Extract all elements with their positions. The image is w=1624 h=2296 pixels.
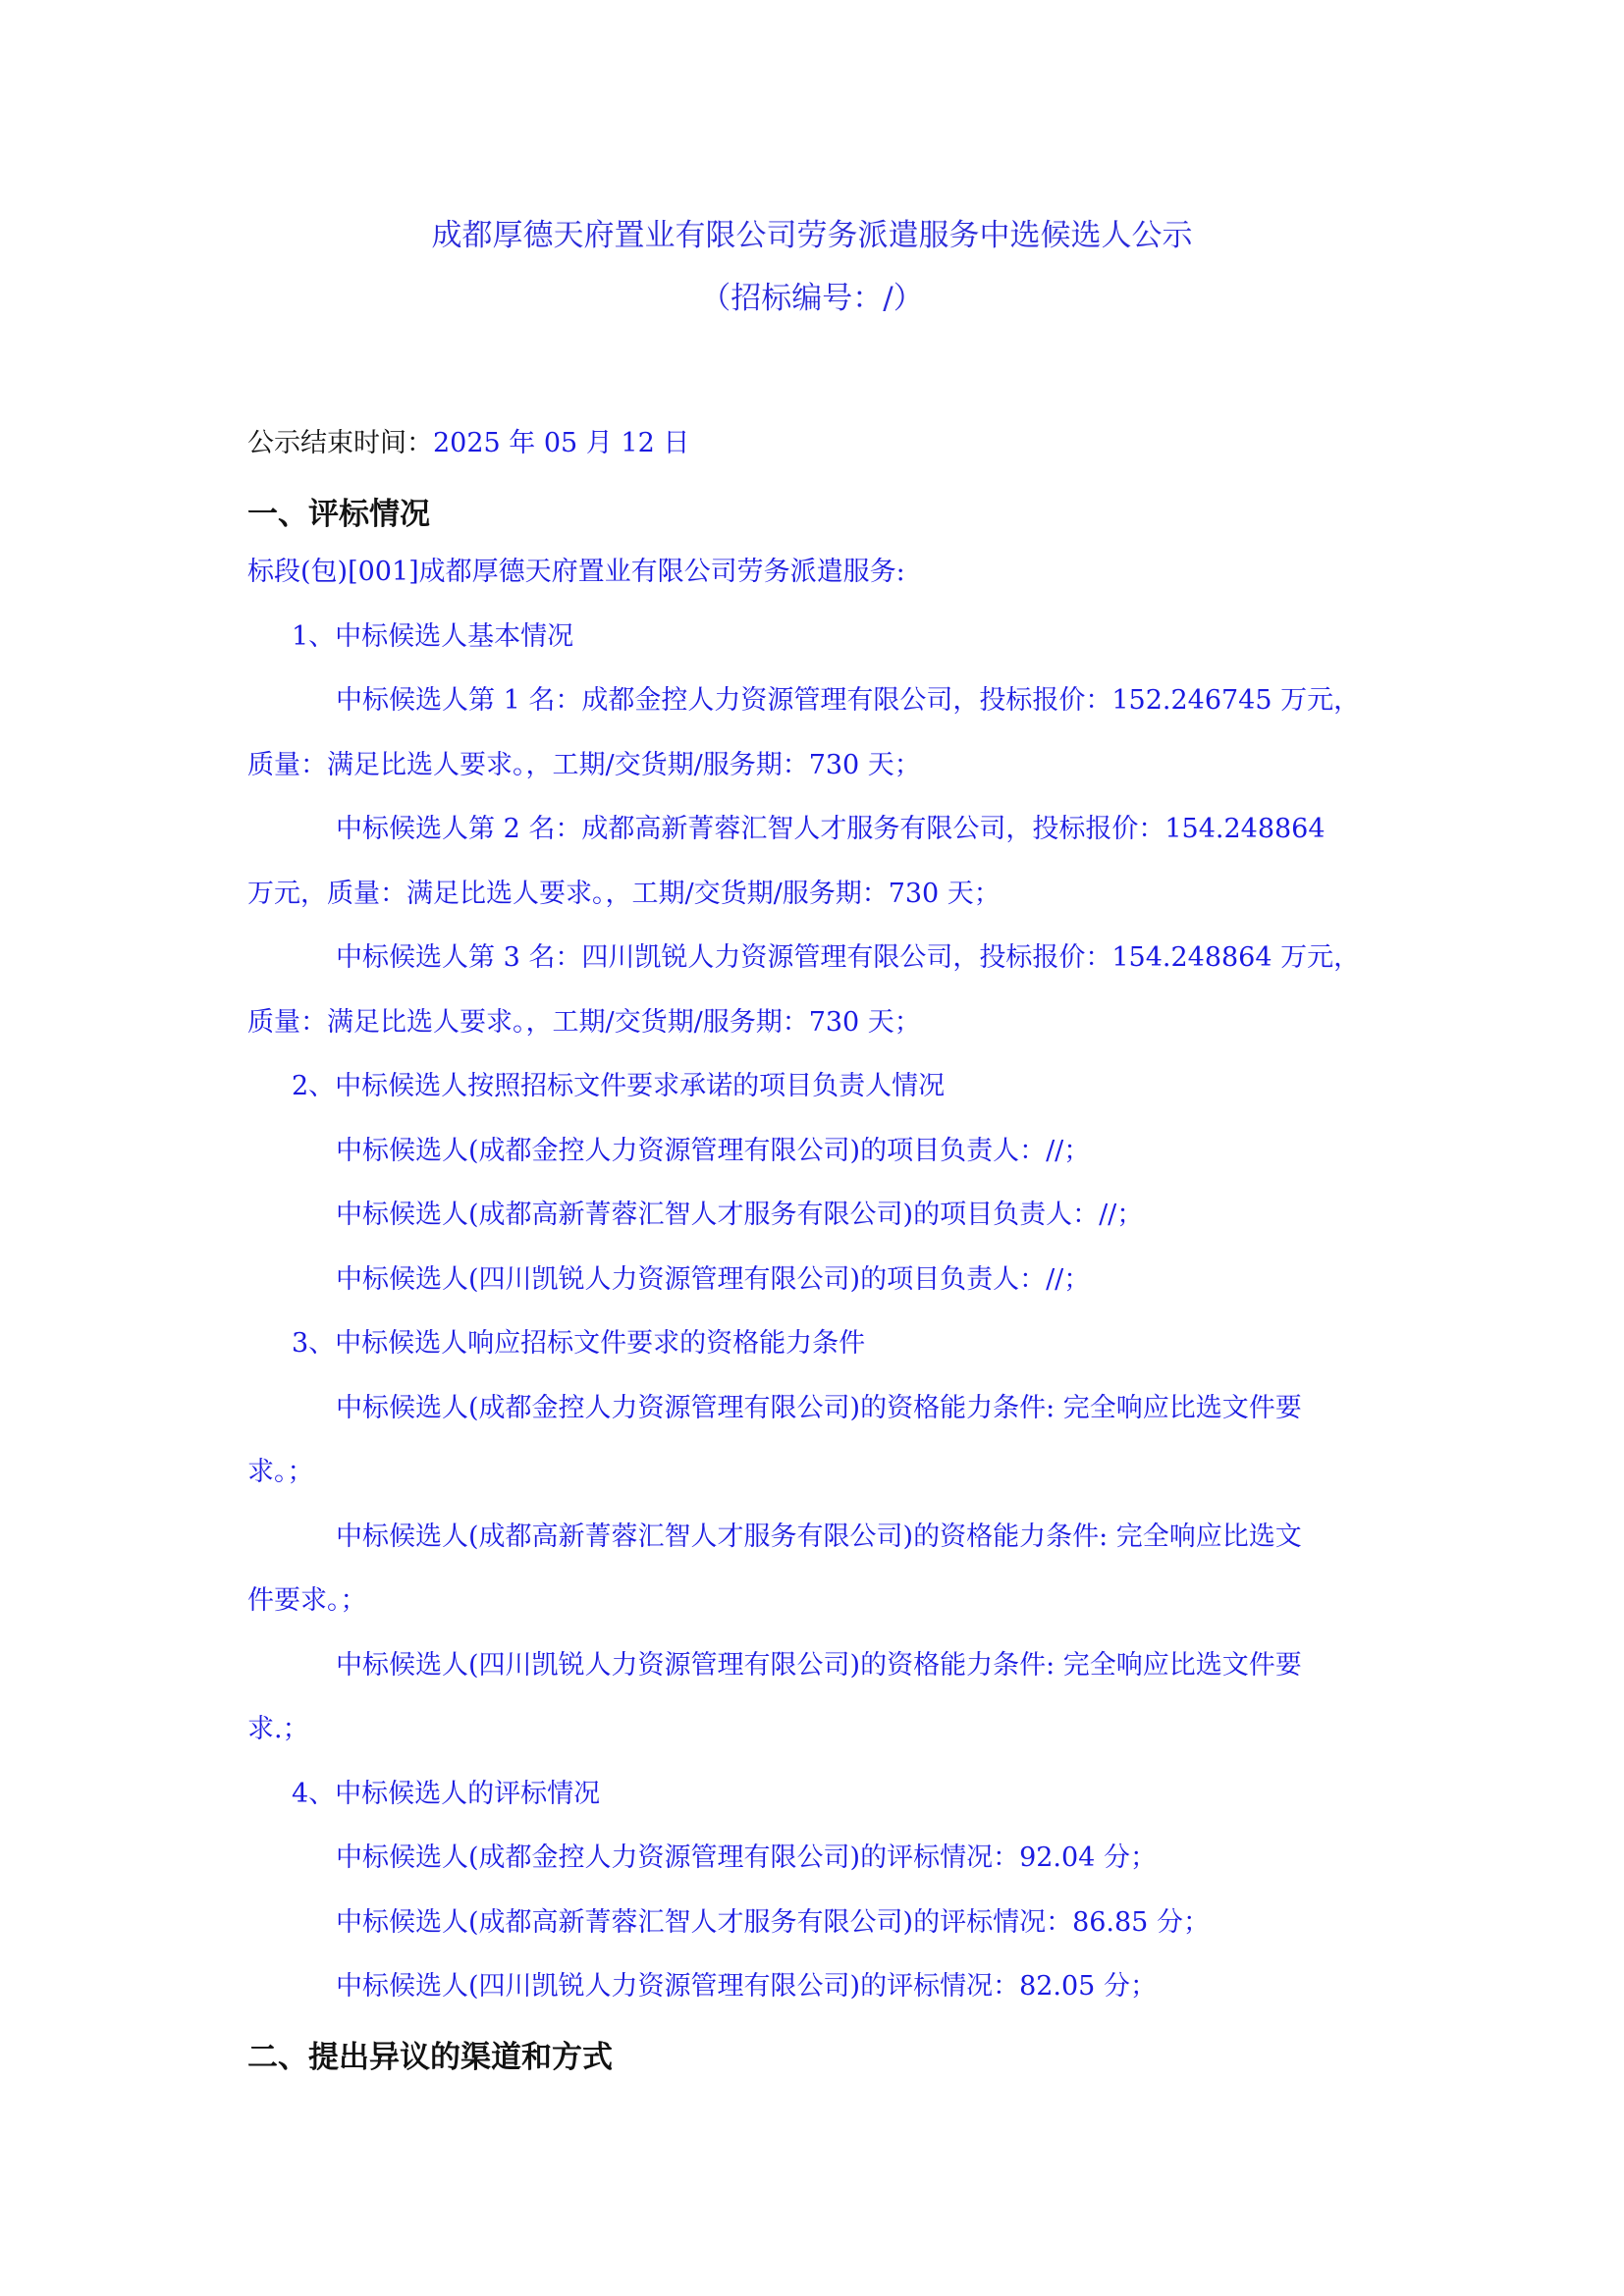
sub1-heading: 1、中标候选人基本情况	[292, 621, 574, 652]
candidate2-manager: 中标候选人(成都高新菁蓉汇智人才服务有限公司)的项目负责人：//；	[336, 1200, 1144, 1230]
notice-end-time	[247, 424, 689, 463]
document-title: 成都厚德天府置业有限公司劳务派遣服务中选候选人公示	[431, 218, 1193, 253]
sub4-heading: 4、中标候选人的评标情况	[292, 1779, 601, 1809]
candidate3-basic-line2: 质量：满足比选人要求。，工期/交货期/服务期：730 天；	[247, 1007, 921, 1038]
candidate3-score: 中标候选人(四川凯锐人力资源管理有限公司)的评标情况：82.05 分；	[336, 1971, 1157, 2002]
candidate2-basic-line2: 万元，质量：满足比选人要求。，工期/交货期/服务期：730 天；	[247, 879, 1001, 909]
candidate1-basic-line1: 中标候选人第 1 名：成都金控人力资源管理有限公司，投标报价：152.246745 万元，	[336, 685, 1361, 716]
candidate2-qualification-line1: 中标候选人(成都高新菁蓉汇智人才服务有限公司)的资格能力条件: 完全响应比选文	[336, 1522, 1302, 1552]
candidate2-basic-line1: 中标候选人第 2 名：成都高新菁蓉汇智人才服务有限公司，投标报价：154.248864	[336, 814, 1326, 844]
candidate2-qualification-line2: 件要求。；	[247, 1585, 367, 1616]
end-time-value: 2025 年 05 月 12 日	[433, 428, 690, 458]
end-time-label: 公示结束时间：	[247, 428, 433, 458]
candidate3-qualification-line1: 中标候选人(四川凯锐人力资源管理有限公司)的资格能力条件: 完全响应比选文件要	[336, 1650, 1302, 1681]
candidate2-score: 中标候选人(成都高新菁蓉汇智人才服务有限公司)的评标情况：86.85 分；	[336, 1907, 1210, 1938]
candidate3-qualification-line2: 求.；	[247, 1714, 309, 1744]
candidate1-manager: 中标候选人(成都金控人力资源管理有限公司)的项目负责人：//；	[336, 1136, 1091, 1166]
candidate1-basic-line2: 质量：满足比选人要求。，工期/交货期/服务期：730 天；	[247, 750, 921, 780]
candidate1-qualification-line1: 中标候选人(成都金控人力资源管理有限公司)的资格能力条件: 完全响应比选文件要	[336, 1393, 1302, 1423]
tender-number: （招标编号：/）	[700, 281, 924, 316]
candidate3-basic-line1: 中标候选人第 3 名：四川凯锐人力资源管理有限公司，投标报价：154.248864 万元，	[336, 942, 1361, 973]
candidate1-score: 中标候选人(成都金控人力资源管理有限公司)的评标情况：92.04 分；	[336, 1842, 1157, 1873]
candidate3-manager: 中标候选人(四川凯锐人力资源管理有限公司)的项目负责人：//；	[336, 1264, 1091, 1295]
sub2-heading: 2、中标候选人按照招标文件要求承诺的项目负责人情况	[292, 1071, 946, 1101]
sub3-heading: 3、中标候选人响应招标文件要求的资格能力条件	[292, 1328, 866, 1359]
lot-title: 标段(包)[001]成都厚德天府置业有限公司劳务派遣服务:	[247, 557, 905, 587]
section1-heading: 一、评标情况	[247, 497, 430, 532]
section2-heading: 二、提出异议的渠道和方式	[247, 2040, 613, 2075]
candidate1-qualification-line2: 求。；	[247, 1457, 314, 1487]
